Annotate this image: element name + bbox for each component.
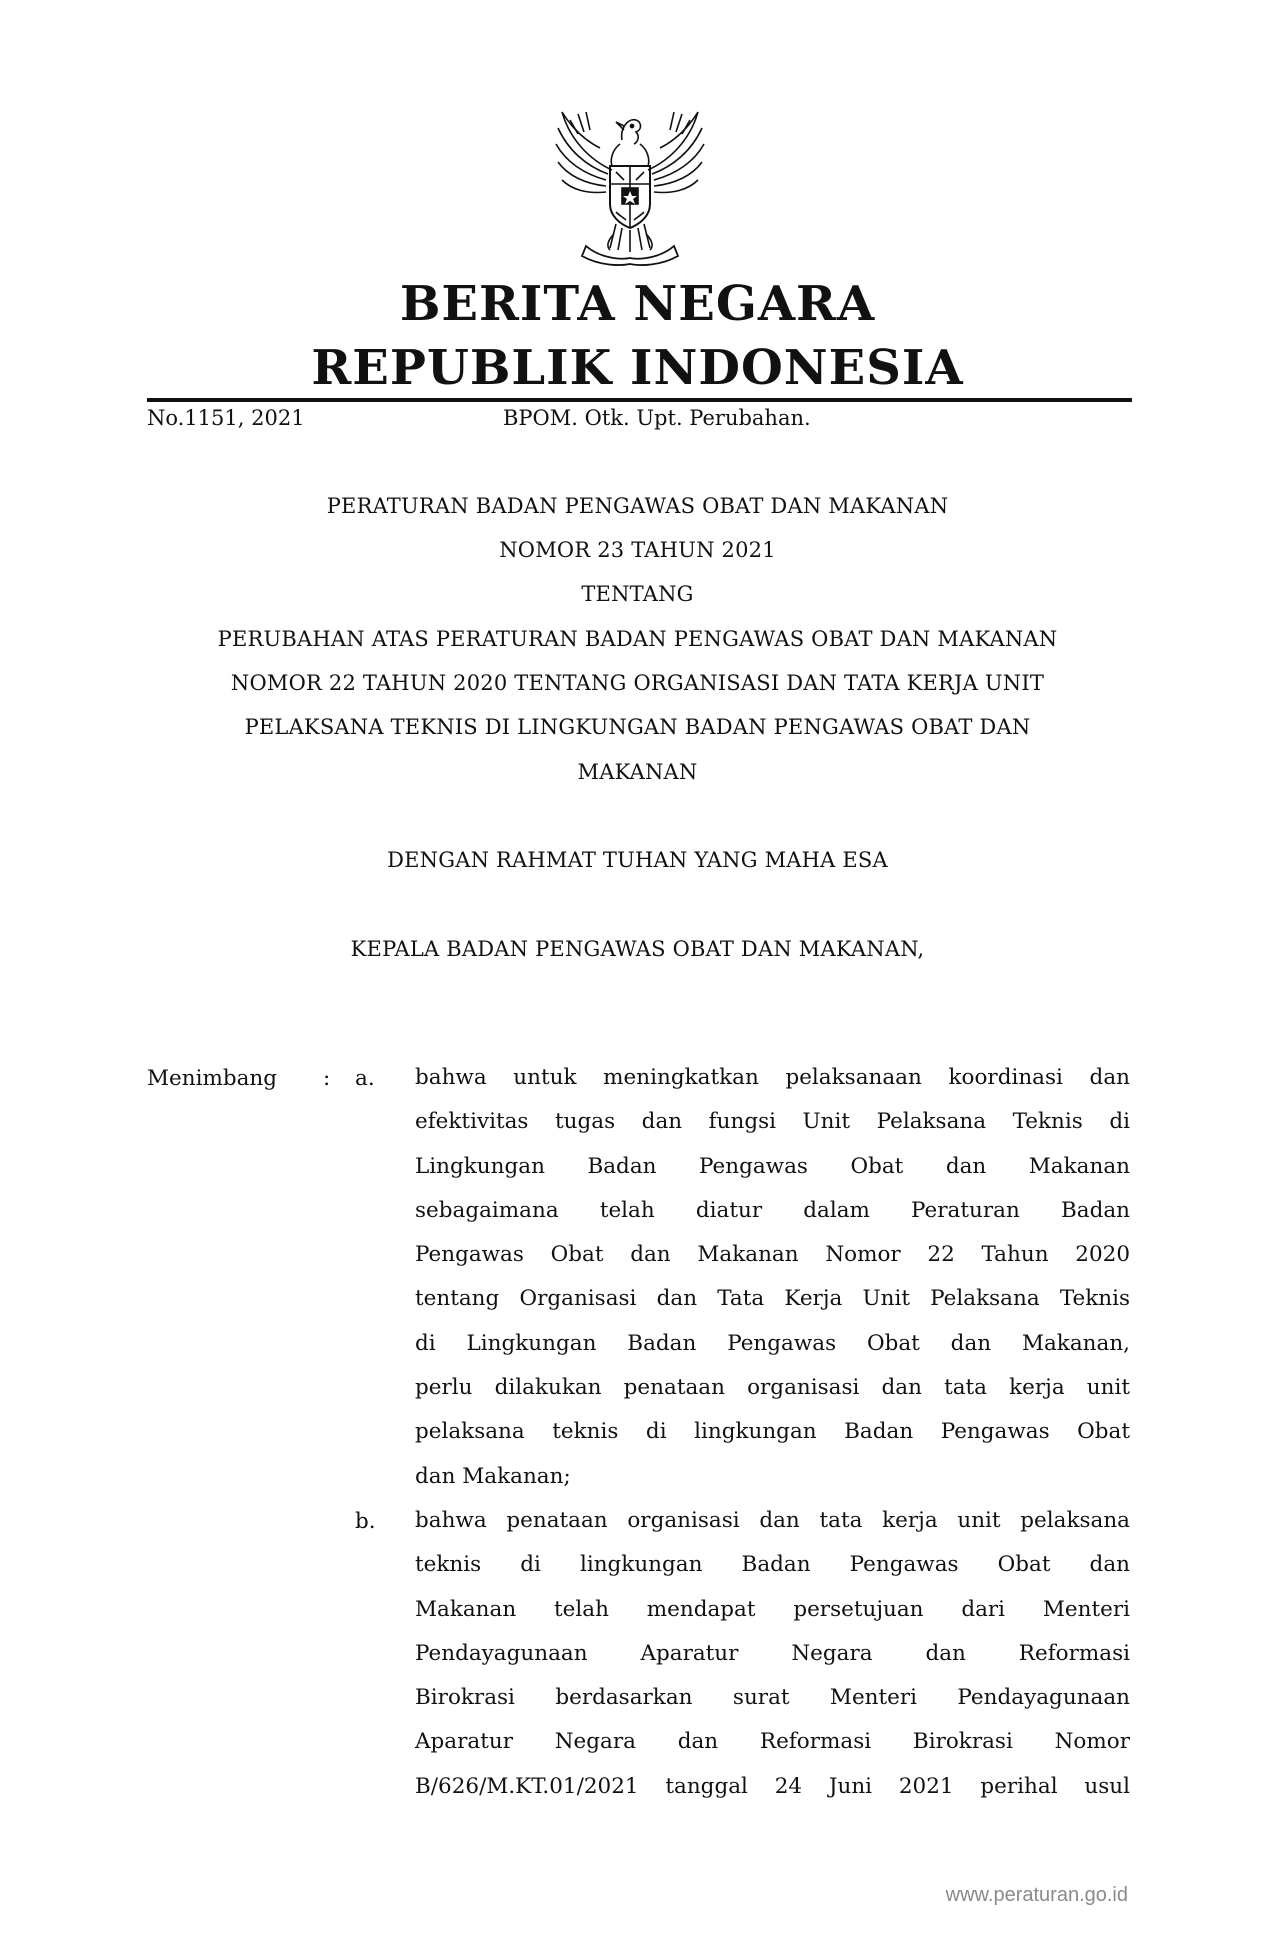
item-a-line: bahwa untuk meningkatkan pelaksanaan koordinasi dan	[415, 1065, 1130, 1090]
regulation-title-line4: PERUBAHAN ATAS PERATURAN BADAN PENGAWAS OBAT DAN MAKANAN	[217, 627, 1058, 651]
item-b-line: bahwa penataan organisasi dan tata kerja unit pelaksana	[415, 1508, 1130, 1533]
considering-label: Menimbang	[147, 1066, 278, 1091]
item-a-line: dan Makanan;	[415, 1463, 571, 1489]
masthead-divider	[147, 398, 1132, 402]
item-letter-b: b.	[355, 1509, 376, 1534]
item-a-line: tentang Organisasi dan Tata Kerja Unit Pelaksana Teknis	[415, 1286, 1130, 1312]
item-b-line: Pendayagunaan Aparatur Negara dan Reformasi	[415, 1640, 1130, 1666]
invocation: DENGAN RAHMAT TUHAN YANG MAHA ESA	[387, 848, 888, 872]
regulation-title-line6: PELAKSANA TEKNIS DI LINGKUNGAN BADAN PENGAWAS OBAT DAN	[244, 715, 1031, 739]
item-b-text	[415, 1499, 1130, 1809]
regulation-title-line2: NOMOR 23 TAHUN 2021	[499, 538, 776, 562]
item-a-line: efektivitas tugas dan fungsi Unit Pelaksana Teknis di	[415, 1109, 1130, 1135]
item-b-line: Aparatur Negara dan Reformasi Birokrasi Nomor	[415, 1729, 1130, 1755]
item-a-line: pelaksana teknis di lingkungan Badan Pengawas Obat	[415, 1419, 1130, 1445]
regulation-title-line7: MAKANAN	[577, 760, 698, 784]
regulation-title-line5: NOMOR 22 TAHUN 2020 TENTANG ORGANISASI DAN TATA KERJA UNIT	[230, 671, 1045, 695]
regulation-title-line3: TENTANG	[581, 582, 694, 606]
garuda-emblem-icon	[550, 100, 710, 270]
item-b-line: teknis di lingkungan Badan Pengawas Obat dan	[415, 1552, 1130, 1578]
issuer: KEPALA BADAN PENGAWAS OBAT DAN MAKANAN,	[350, 937, 925, 961]
item-b-line: Birokrasi berdasarkan surat Menteri Pendayagunaan	[415, 1685, 1130, 1711]
item-b-line: B/626/M.KT.01/2021 tanggal 24 Juni 2021 perihal usul	[415, 1773, 1130, 1799]
item-a-line: sebagaimana telah diatur dalam Peraturan Badan	[415, 1197, 1130, 1223]
item-a-line: di Lingkungan Badan Pengawas Obat dan Makanan,	[415, 1330, 1130, 1356]
gazette-number: No.1151, 2021	[147, 406, 305, 430]
footer-source-link[interactable]: www.peraturan.go.id	[945, 1884, 1128, 1906]
item-letter-a: a.	[355, 1066, 375, 1091]
regulation-title-line1: PERATURAN BADAN PENGAWAS OBAT DAN MAKANAN	[326, 494, 949, 518]
item-b-line: Makanan telah mendapat persetujuan dari Menteri	[415, 1596, 1130, 1622]
considering-colon: :	[323, 1066, 331, 1091]
item-a-line: Lingkungan Badan Pengawas Obat dan Makanan	[415, 1153, 1130, 1179]
masthead-title-line1: BERITA NEGARA	[399, 276, 876, 332]
gazette-subject: BPOM. Otk. Upt. Perubahan.	[503, 406, 811, 430]
item-a-line: Pengawas Obat dan Makanan Nomor 22 Tahun 2020	[415, 1242, 1130, 1268]
item-a-text	[415, 1056, 1130, 1499]
item-a-line: perlu dilakukan penataan organisasi dan tata kerja unit	[415, 1375, 1130, 1401]
masthead-title-line2: REPUBLIK INDONESIA	[311, 340, 964, 396]
